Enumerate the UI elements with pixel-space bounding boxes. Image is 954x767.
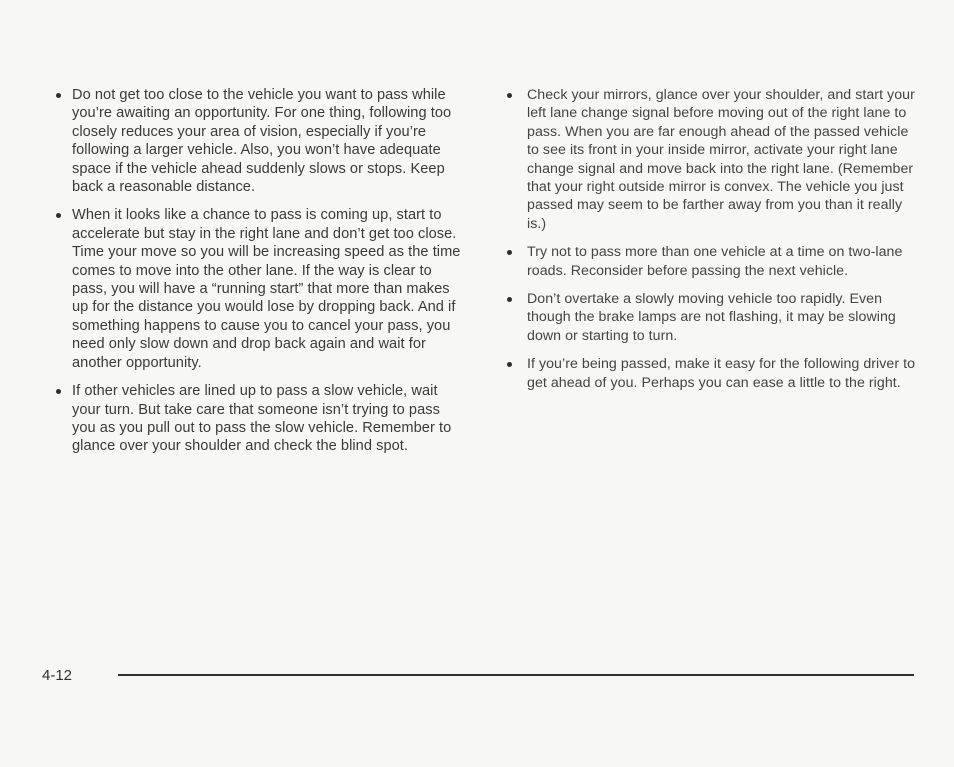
left-column [36,86,466,466]
bullet-text: Do not get too close to the vehicle you want to pass while you’re awaiting an opportunity. For one thing, following too closely reduces your area of vision, especially if you’re following a larger vehicle. Also, you won’t have adequate space if the vehicle ahead suddenly slows or stops. Keep back a reasonable distance. [72,87,452,196]
left-bullet-list [36,86,466,456]
page-footer [42,664,914,688]
bullet-dot-icon [507,297,512,302]
bullet-text: When it looks like a chance to pass is coming up, start to accelerate but stay in the right lane and don’t get too close. Time your move so you will be increasing speed as the time comes to move into the other lane. If the way is clear to pass, you will have a “running start” that more than makes up for the distance you would lose by dropping back. And if something happens to cause you to cancel your pass, you need only slow down and drop back again and wait for another opportunity. [72,207,461,371]
bullet-dot-icon [56,213,61,218]
bullet-dot-icon [507,250,512,255]
bullet-text: If you’re being passed, make it easy for the following driver to get ahead of you. Perhaps you can ease a little to the right. [527,356,916,391]
bullet-item [36,382,466,456]
bullet-dot-icon [56,93,61,98]
bullet-dot-icon [507,362,512,367]
bullet-item [505,243,917,280]
bullet-text: If other vehicles are lined up to pass a slow vehicle, wait your turn. But take care that someone isn’t trying to pass you as you pull out to pass the slow vehicle. Remember to glance over your shoulder and check the blind spot. [72,383,452,455]
page-number: 4-12 [42,667,73,684]
bullet-dot-icon [507,93,512,98]
bullet-item [505,86,917,233]
footer-rule [118,674,914,676]
right-column [505,86,917,402]
bullet-item [505,290,917,345]
bullet-text: Try not to pass more than one vehicle at a time on two-lane roads. Reconsider before passing the next vehicle. [527,244,903,279]
bullet-item [36,86,466,196]
bullet-dot-icon [56,389,61,394]
bullet-text: Don’t overtake a slowly moving vehicle too rapidly. Even though the brake lamps are not flashing, it may be slowing down or starting to turn. [527,291,896,344]
bullet-item [36,206,466,372]
bullet-item [505,355,917,392]
right-bullet-list [505,86,917,392]
bullet-text: Check your mirrors, glance over your shoulder, and start your left lane change signal before moving out of the right lane to pass. When you are far enough ahead of the passed vehicle to see its front in your inside mirror, activate your right lane change signal and move back into the right lane. (Remember that your right outside mirror is convex. The vehicle you just passed may seem to be farther away from you than it really is.) [527,87,915,232]
